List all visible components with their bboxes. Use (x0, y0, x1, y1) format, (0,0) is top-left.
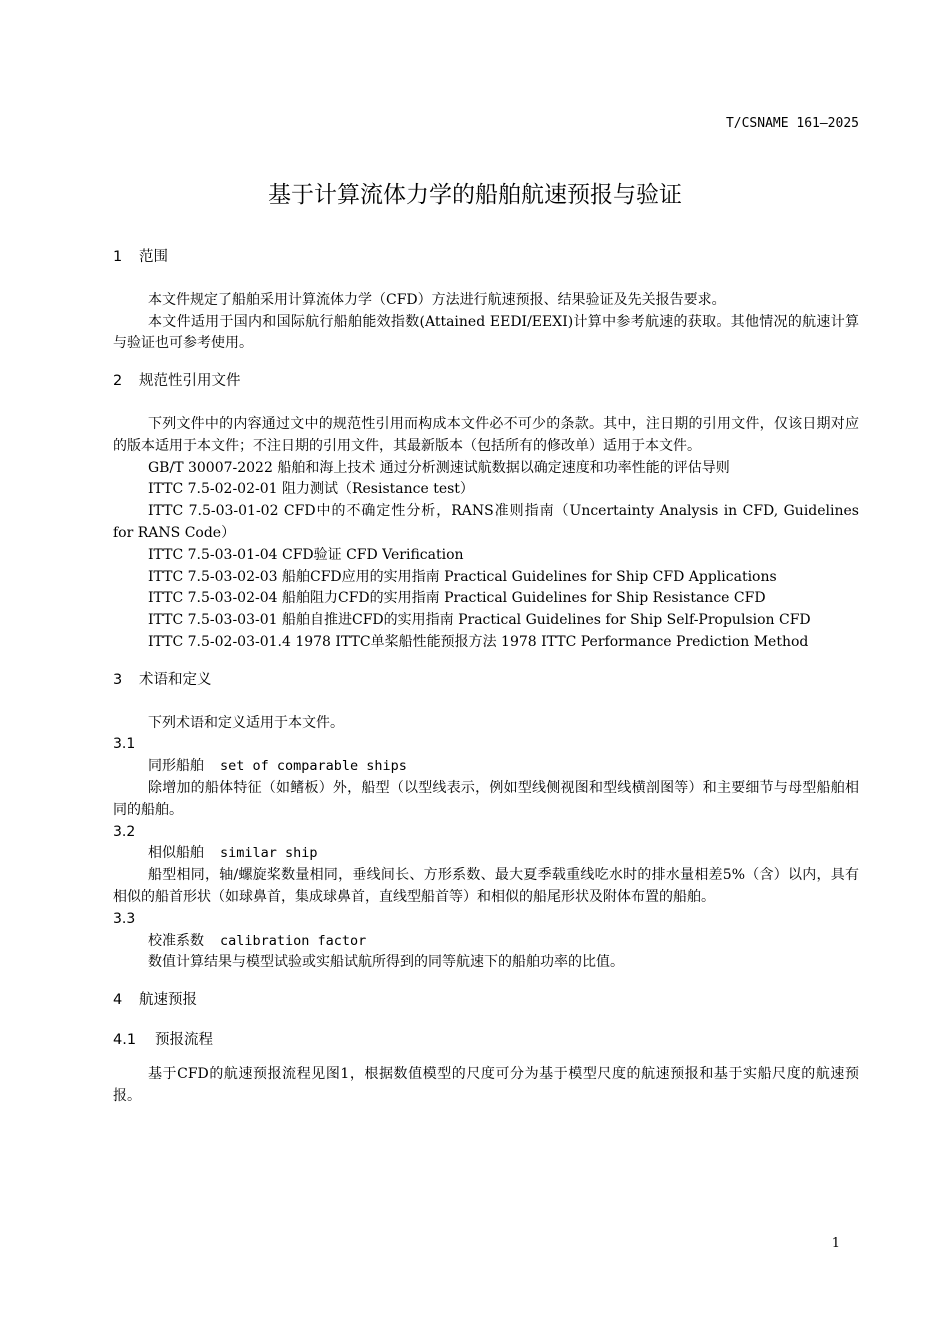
section-1-para-2: 本文件适用于国内和国际航行船舶能效指数(Attained EEDI/EEXI)计算中参考航速的获取。其他情况的航速计算与验证也可参考使用。 (113, 313, 859, 352)
term-name-en: similar ship (220, 845, 318, 862)
term-name-zh: 相似船舶 (148, 845, 204, 862)
subsection-4-1-title: 预报流程 (155, 1031, 213, 1048)
section-2-title: 规范性引用文件 (139, 373, 241, 390)
section-4-number: 4 (113, 992, 123, 1009)
reference-item: ITTC 7.5-03-02-04 船舶阻力CFD的实用指南 Practical Guidelines for Ship Resistance CFD (148, 590, 766, 607)
term-number: 3.3 (113, 910, 136, 927)
section-1-title: 范围 (139, 249, 168, 265)
section-3-number: 3 (113, 671, 123, 688)
term-number: 3.1 (113, 736, 136, 753)
section-4-title: 航速预报 (139, 992, 197, 1009)
term-name-en: set of comparable ships (220, 758, 407, 775)
section-3-title: 术语和定义 (139, 671, 212, 688)
term-name (113, 843, 859, 865)
term-name-zh: 同形船舶 (148, 758, 204, 775)
term-name (113, 931, 859, 953)
reference-item: GB/T 30007-2022 船舶和海上技术 通过分析测速试航数据以确定速度和功率性能的评估导则 (148, 459, 730, 476)
subsection-4-1-para: 基于CFD的航速预报流程见图1，根据数值模型的尺度可分为基于模型尺度的航速预报和基于实船尺度的航速预报。 (113, 1065, 859, 1104)
section-3-intro: 下列术语和定义适用于本文件。 (148, 714, 344, 731)
subsection-4-1-number: 4.1 (113, 1031, 137, 1048)
section-4-heading (113, 990, 859, 1012)
term-definition: 数值计算结果与模型试验或实船试航所得到的同等航速下的船舶功率的比值。 (148, 954, 624, 971)
doc-code: T/CSNAME 161—2025 (725, 116, 859, 131)
term-definition: 除增加的船体特征（如鳍板）外，船型（以型线表示，例如型线侧视图和型线横剖图等）和主要细节与母型船舶相同的船舶。 (113, 779, 859, 818)
section-2-number: 2 (113, 373, 123, 390)
term-name-en: calibration factor (220, 932, 367, 949)
subsection-4-1-heading (113, 1030, 859, 1052)
document-body (113, 247, 859, 1107)
section-3-heading (113, 670, 859, 692)
section-1-heading (113, 247, 859, 269)
reference-item: ITTC 7.5-03-01-04 CFD验证 CFD Verification (148, 546, 464, 563)
term-number: 3.2 (113, 823, 136, 840)
page-number: 1 (831, 1236, 840, 1251)
section-1-number: 1 (113, 249, 123, 265)
reference-item: ITTC 7.5-03-03-01 船舶自推进CFD的实用指南 Practical Guidelines for Ship Self-Propulsion CFD (148, 612, 811, 629)
term-definition: 船型相同，轴/螺旋桨数量相同，垂线间长、方形系数、最大夏季载重线吃水时的排水量相差5%（含）以内，具有相似的船首形状（如球鼻首，集成球鼻首，直线型船首等）和相似的船尾形状及附体布置的船舶。 (113, 867, 859, 905)
section-2-intro: 下列文件中的内容通过文中的规范性引用而构成本文件必不可少的条款。其中，注日期的引用文件，仅该日期对应的版本适用于本文件；不注日期的引用文件，其最新版本（包括所有的修改单）适用于本文件。 (113, 415, 859, 454)
term-name (113, 756, 859, 778)
reference-item: ITTC 7.5-02-03-01.4 1978 ITTC单桨船性能预报方法 1978 ITTC Performance Prediction Method (148, 633, 809, 650)
page-title: 基于计算流体力学的船舶航速预报与验证 (268, 182, 682, 208)
section-1-para-1: 本文件规定了船舶采用计算流体力学（CFD）方法进行航速预报、结果验证及先关报告要求。 (148, 291, 726, 308)
reference-item: ITTC 7.5-03-01-02 CFD中的不确定性分析，RANS准则指南（Uncertainty Analysis in CFD, Guidelines for RANS Code） (113, 503, 859, 541)
reference-item: ITTC 7.5-02-02-01 阻力测试（Resistance test） (148, 481, 474, 498)
reference-item: ITTC 7.5-03-02-03 船舶CFD应用的实用指南 Practical Guidelines for Ship CFD Applications (148, 568, 777, 585)
section-2-heading (113, 371, 859, 393)
term-name-zh: 校准系数 (148, 932, 204, 949)
